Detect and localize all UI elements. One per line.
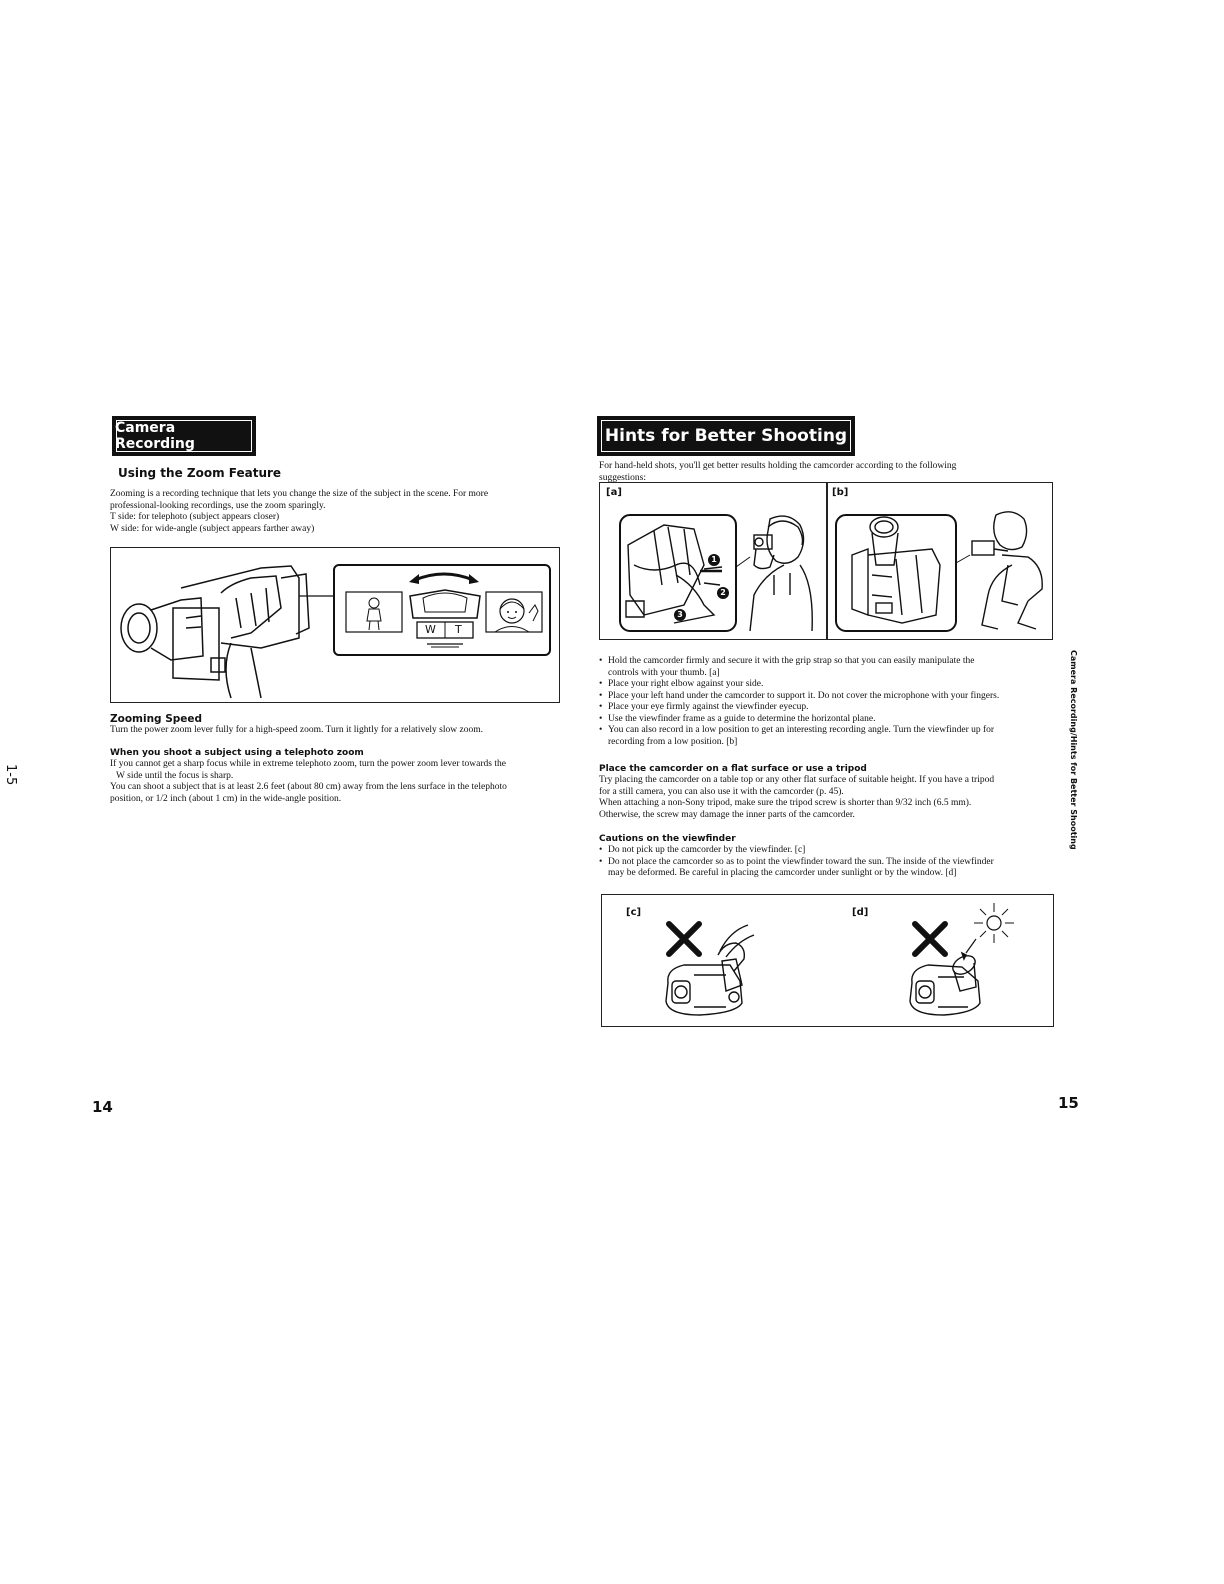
callout-marker-3: 3: [674, 609, 686, 621]
telephoto-line: If you cannot get a sharp focus while in extreme telephoto zoom, turn the power zoom lever towards the: [110, 759, 506, 769]
zoom-t-label: T: [455, 623, 462, 636]
tripod-line: Otherwise, the screw may damage the inner parts of the camcorder.: [599, 809, 855, 820]
holding-tips-list: [599, 656, 1054, 748]
callout-marker-2: 2: [717, 587, 729, 599]
intro-line: professional-looking recordings, use the zoom sparingly.: [110, 500, 326, 511]
tripod-line: Try placing the camcorder on a table top or any other flat surface of suitable height. If you have a tripod: [599, 775, 995, 785]
tripod-line: When attaching a non-Sony tripod, make sure the tripod screw is shorter than 9/32 inch (6.5 mm).: [599, 798, 972, 808]
zoom-w-label: W: [425, 623, 436, 636]
wide-angle-preview: [345, 591, 403, 633]
low-angle-illustration: [832, 505, 1052, 635]
telephoto-text: [110, 759, 570, 805]
zooming-speed-text: Turn the power zoom lever fully for a high-speed zoom. Turn it lightly for a relatively slow zoom.: [110, 725, 483, 735]
zoom-figure: [110, 547, 560, 703]
tripod-text: [599, 775, 1054, 821]
figure-divider: [826, 483, 828, 639]
tip-line: Hold the camcorder firmly and secure it with the grip strap so that you can easily manipulate the: [608, 656, 975, 666]
tip-item: [599, 691, 1054, 703]
zoom-arrow-icon: [409, 570, 479, 586]
caution-line: Do not place the camcorder so as to point the viewfinder toward the sun. The inside of the viewfinder: [608, 856, 994, 867]
tip-line: Use the viewfinder frame as a guide to determine the horizontal plane.: [608, 713, 876, 724]
holding-figure: [599, 482, 1053, 640]
page-number-right: 15: [1058, 1094, 1079, 1112]
intro-line: W side: for wide-angle (subject appears farther away): [110, 523, 315, 534]
section-title: Using the Zoom Feature: [118, 466, 282, 480]
intro-line: T side: for telephoto (subject appears closer): [110, 512, 280, 522]
telephoto-title: When you shoot a subject using a telephoto zoom: [110, 748, 364, 758]
cautions-title: Cautions on the viewfinder: [599, 834, 736, 844]
caution-item: [599, 857, 1054, 880]
tip-item: [599, 679, 1054, 691]
caution-line: may be deformed. Be careful in placing the camcorder under sunlight or by the window. [d]: [608, 868, 957, 878]
zoom-lever-illustration: [405, 588, 485, 648]
zooming-speed-title: Zooming Speed: [110, 713, 203, 725]
tip-line: controls with your thumb. [a]: [608, 667, 720, 678]
tip-item: [599, 656, 1054, 679]
banner-text: Hints for Better Shooting: [604, 426, 848, 446]
intro-line: suggestions:: [599, 472, 646, 483]
figure-label-c: [c]: [626, 907, 642, 918]
lift-by-viewfinder-illustration: [660, 921, 760, 1021]
tip-line: recording from a low position. [b]: [608, 736, 738, 747]
tip-item: [599, 702, 1054, 714]
hints-intro-text: [599, 461, 1039, 484]
telephoto-line: position, or 1/2 inch (about 1 cm) in the wide-angle position.: [110, 793, 342, 804]
telephoto-line: You can shoot a subject that is at least 2.6 feet (about 80 cm) away from the lens surface in the telephoto: [110, 782, 507, 792]
zoom-detail-inset: [333, 564, 551, 656]
cautions-list: [599, 845, 1054, 880]
tip-item: [599, 725, 1054, 748]
callout-marker-1: 1: [708, 554, 720, 566]
caution-item: [599, 845, 1054, 857]
hand-grip-illustration: [604, 505, 824, 635]
intro-line: Zooming is a recording technique that lets you change the size of the subject in the scene. For more: [110, 489, 489, 499]
caution-line: Do not pick up the camcorder by the viewfinder. [c]: [608, 845, 806, 855]
telephoto-line: W side until the focus is sharp.: [116, 770, 234, 781]
zoom-intro-text: [110, 489, 570, 535]
tip-item: [599, 714, 1054, 726]
margin-section-label: 1-5: [3, 764, 18, 786]
tripod-line: for a still camera, you can also use it with the camcorder (p. 45).: [599, 786, 844, 797]
section-banner-camera-recording: [112, 416, 256, 456]
tripod-title: Place the camcorder on a flat surface or use a tripod: [599, 764, 867, 774]
telephoto-preview: [485, 591, 543, 633]
sunlight-viewfinder-illustration: [904, 921, 1004, 1021]
tip-line: Place your left hand under the camcorder to support it. Do not cover the microphone with your fingers.: [608, 690, 1000, 701]
caution-figure: [601, 894, 1054, 1027]
figure-label-d: [d]: [852, 907, 869, 918]
page-number-left: 14: [92, 1098, 113, 1116]
intro-line: For hand-held shots, you'll get better results holding the camcorder according to the following: [599, 461, 957, 471]
figure-label-a: [a]: [606, 487, 622, 498]
banner-text: Camera Recording: [115, 420, 195, 452]
section-banner-hints: [597, 416, 855, 456]
tip-line: Place your eye firmly against the viewfinder eyecup.: [608, 702, 809, 712]
tip-line: You can also record in a low position to get an interesting recording angle. Turn the viewfinder up for: [608, 725, 995, 735]
tip-line: Place your right elbow against your side.: [608, 679, 764, 689]
camcorder-illustration: [111, 548, 331, 703]
side-section-tab: Camera Recording/Hints for Better Shooting: [1069, 650, 1078, 850]
figure-label-b: [b]: [832, 487, 849, 498]
